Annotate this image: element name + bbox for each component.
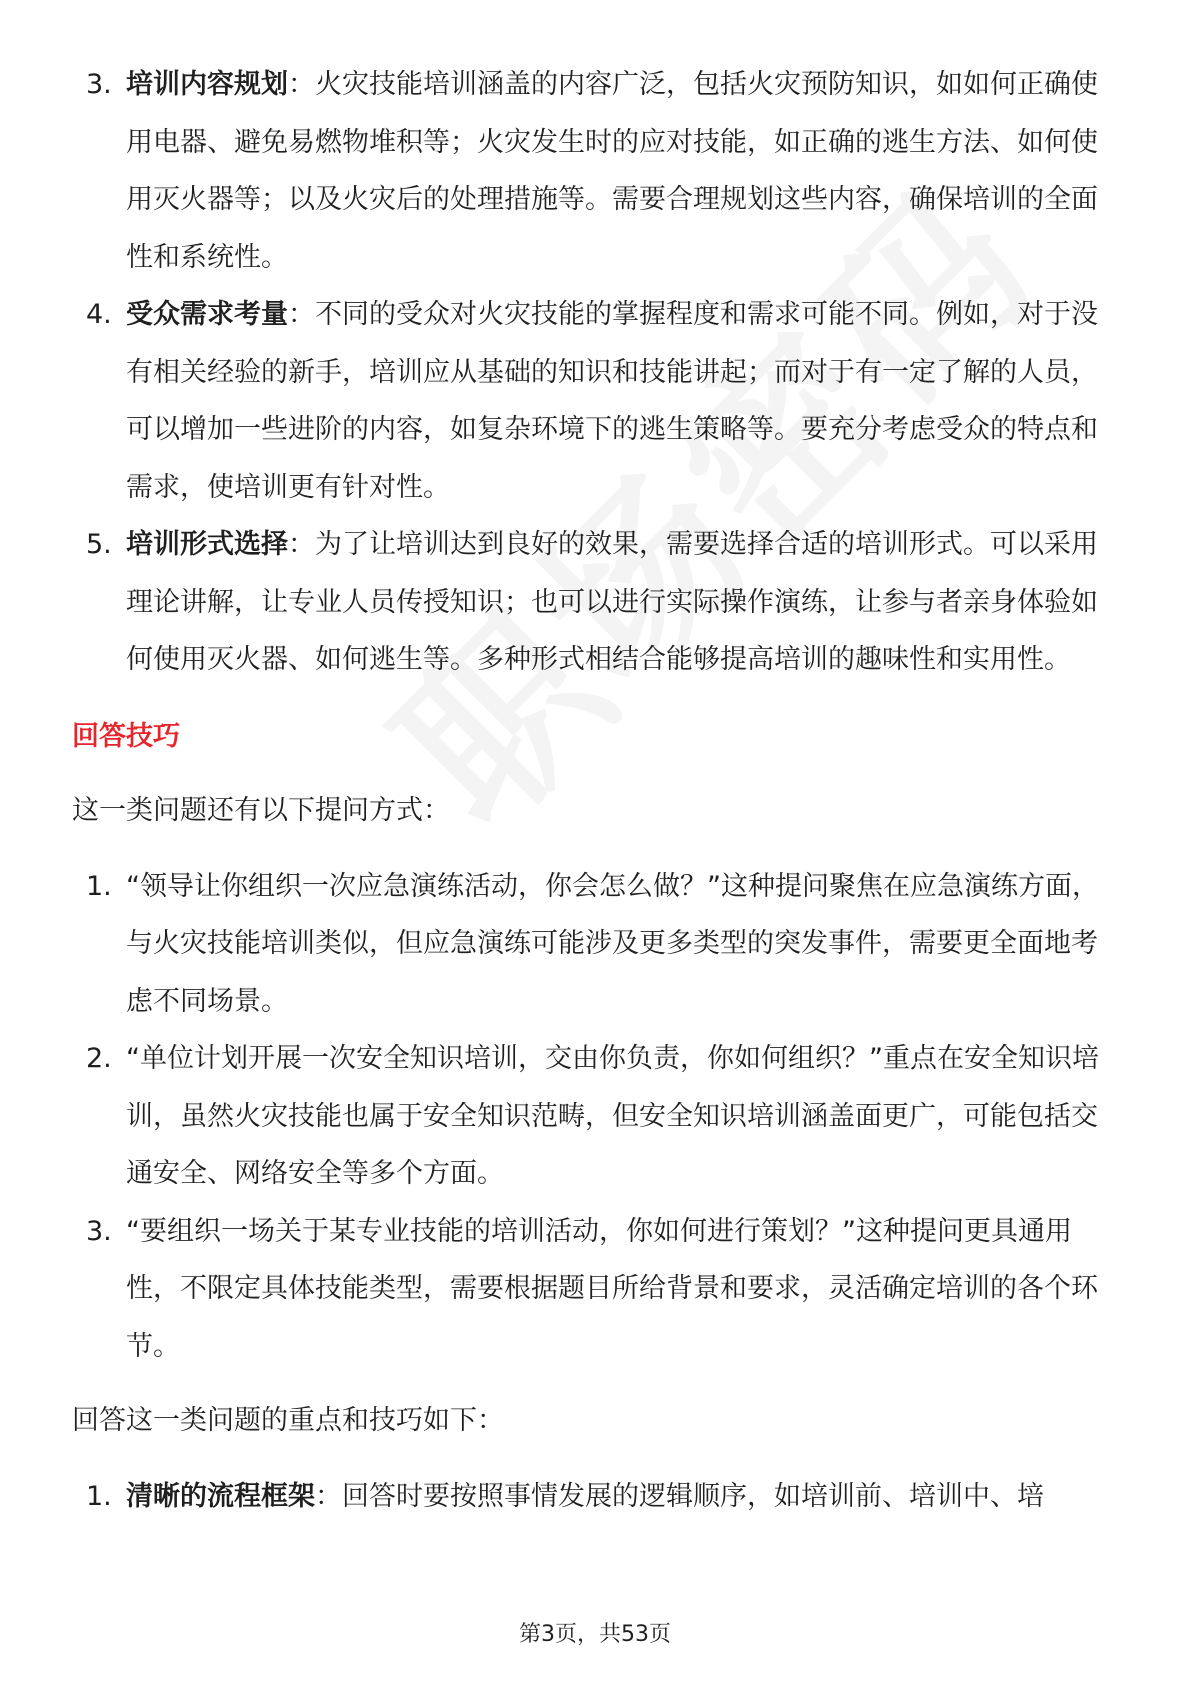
list-item (72, 56, 1118, 286)
list-item-number: 2. (86, 1043, 112, 1074)
list-item-title: 受众需求考量 (126, 299, 288, 330)
section-heading: 回答技巧 (72, 720, 180, 752)
page-footer: 第3页，共53页 (519, 1622, 671, 1647)
list-item-number: 1. (86, 870, 112, 902)
list-item-text: “单位计划开展一次安全知识培训，交由你负责，你如何组织？”重点在安全知识培训，虽然火灾技能也属于安全知识范畴，但安全知识培训涵盖面更广，可能包括交通安全、网络安全等多个方面。 (126, 1043, 1099, 1189)
paragraph-question-variants-intro: 这一类问题还有以下提问方式： (72, 795, 450, 826)
list-item-title: 培训形式选择 (126, 529, 288, 560)
list-item (72, 516, 1118, 689)
paragraph-answer-tips-intro: 回答这一类问题的重点和技巧如下： (72, 1405, 504, 1436)
list-item-number: 1. (86, 1480, 112, 1512)
numbered-list-question-variants (72, 858, 1118, 1376)
list-item-title: 培训内容规划 (126, 69, 288, 100)
list-item-text: ：不同的受众对火灾技能的掌握程度和需求可能不同。例如，对于没有相关经验的新手，培训应从基础的知识和技能讲起；而对于有一定了解的人员，可以增加一些进阶的内容，如复杂环境下的逃生策略等。要充分考虑受众的特点和需求，使培训更有针对性。 (126, 299, 1098, 503)
list-item-text: “要组织一场关于某专业技能的培训活动，你如何进行策划？”这种提问更具通用性，不限定具体技能类型，需要根据题目所给背景和要求，灵活确定培训的各个环节。 (126, 1215, 1098, 1362)
list-item-text: “领导让你组织一次应急演练活动，你会怎么做？”这种提问聚焦在应急演练方面，与火灾技能培训类似，但应急演练可能涉及更多类型的突发事件，需要更全面地考虑不同场景。 (126, 870, 1099, 1017)
list-item-text: ：回答时要按照事情发展的逻辑顺序，如培训前、培训中、培 (315, 1480, 1044, 1512)
list-item (72, 858, 1118, 1031)
list-item-number: 5. (86, 529, 112, 560)
list-item (72, 1030, 1118, 1203)
list-item-number: 4. (86, 299, 112, 330)
list-item (72, 1203, 1118, 1376)
list-item-title: 清晰的流程框架 (126, 1480, 315, 1512)
list-item-text: ：为了让培训达到良好的效果，需要选择合适的培训形式。可以采用理论讲解，让专业人员传授知识；也可以进行实际操作演练，让参与者亲身体验如何使用灭火器、如何逃生等。多种形式相结合能够提高培训的趣味性和实用性。 (126, 529, 1098, 675)
numbered-list-answer-tips (72, 1468, 1118, 1526)
list-item-number: 3. (86, 69, 112, 100)
list-item (72, 1468, 1118, 1526)
page-content (72, 56, 1118, 1525)
list-item-number: 3. (86, 1215, 112, 1247)
list-item (72, 286, 1118, 516)
list-item-text: ：火灾技能培训涵盖的内容广泛，包括火灾预防知识，如如何正确使用电器、避免易燃物堆积等；火灾发生时的应对技能，如正确的逃生方法、如何使用灭火器等；以及火灾后的处理措施等。需要合理规划这些内容，确保培训的全面性和系统性。 (126, 69, 1098, 273)
numbered-list-considerations (72, 56, 1118, 689)
